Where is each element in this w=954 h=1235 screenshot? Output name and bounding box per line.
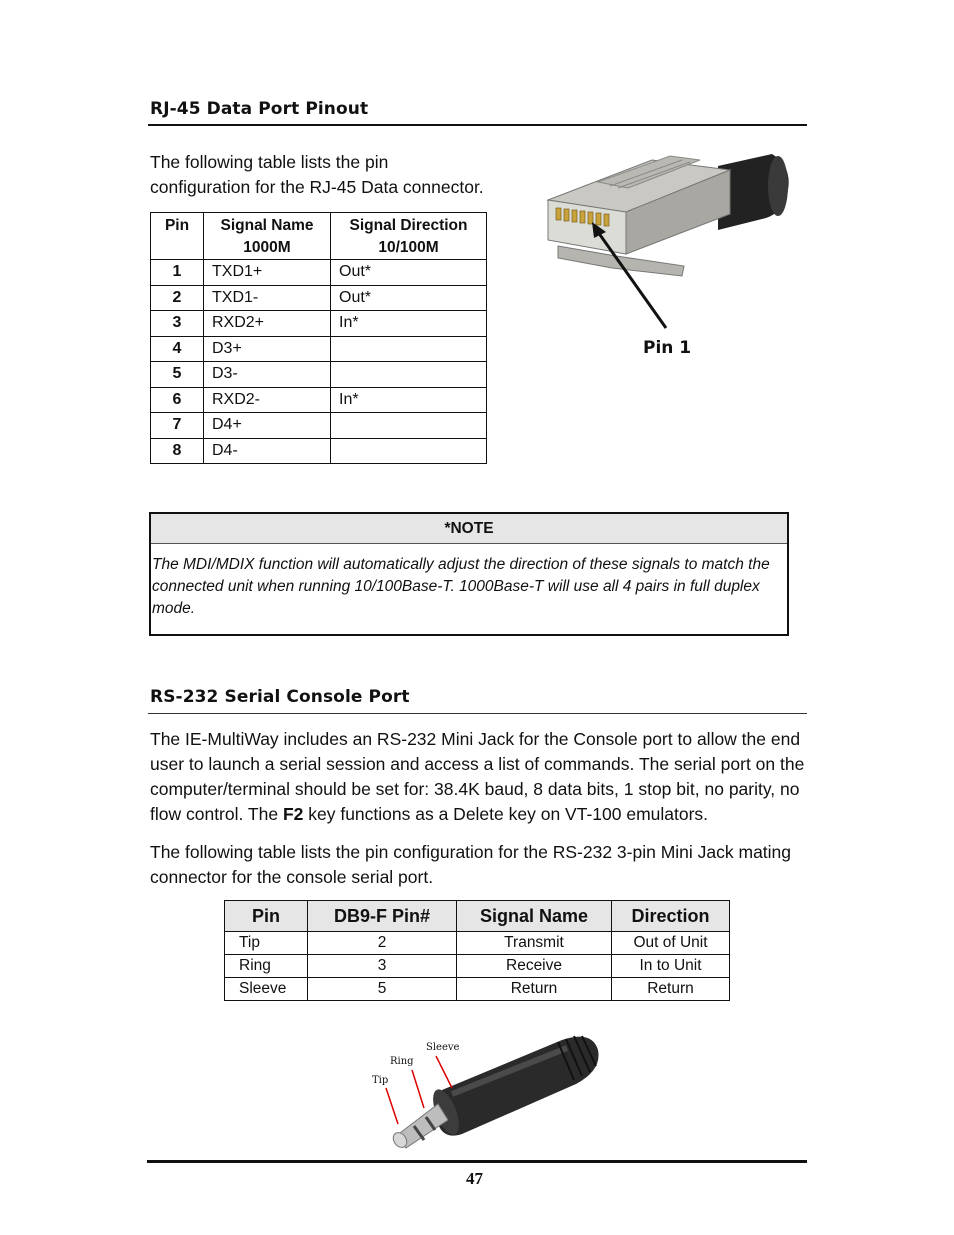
direction-cell [331, 413, 487, 439]
signal-name-cell: RXD2- [204, 387, 331, 413]
note-text: The MDI/MDIX function will automatically adjust the direction of these signals to match the connected unit when running 10/100Base-T. 1000Base-T will use all 4 pairs in full duplex mode. [152, 556, 770, 617]
signal-name-cell: D4+ [204, 413, 331, 439]
direction-cell: Return [612, 978, 730, 1001]
note-box [149, 512, 789, 636]
f2-key: F2 [282, 804, 304, 824]
direction-cell: Out of Unit [612, 932, 730, 955]
table-row [151, 387, 487, 413]
heading-rule [148, 713, 807, 714]
header-db9-pin: DB9-F Pin# [308, 901, 457, 932]
rs232-paragraph-1: The IE-MultiWay includes an RS-232 Mini Jack for the Console port to allow the end user to launch a serial session and access a list of commands. The serial port on the computer/terminal should be set for: 38.4K baud, 8 data bits, 1 stop bit, no parity, no flow control. The F2 key functions as a Delete key on VT-100 emulators. [150, 729, 805, 824]
page-number: 47 [466, 1169, 483, 1188]
direction-cell [331, 362, 487, 388]
table-header-row [151, 213, 487, 260]
header-signal-name: Signal Name 1000M [204, 213, 331, 260]
pin-1-label: Pin 1 [643, 338, 692, 358]
signal-cell: Return [457, 978, 612, 1001]
pin-cell: 5 [151, 362, 204, 388]
direction-cell [331, 438, 487, 464]
rj45-intro-line-2: configuration for the RJ-45 Data connector. [150, 177, 484, 197]
table-row [225, 932, 730, 955]
table-row [151, 311, 487, 337]
signal-name-cell: TXD1- [204, 285, 331, 311]
ring-label: Ring [390, 1056, 414, 1067]
direction-cell: In* [331, 311, 487, 337]
db9-cell: 3 [308, 955, 457, 978]
pin-cell: Ring [225, 955, 308, 978]
signal-name-cell: D3+ [204, 336, 331, 362]
header-signal-name: Signal Name [457, 901, 612, 932]
table-row [151, 285, 487, 311]
header-pin: Pin [225, 901, 308, 932]
signal-name-cell: TXD1+ [204, 260, 331, 286]
table-row [151, 260, 487, 286]
header-signal-direction: Signal Direction 10/100M [331, 213, 487, 260]
tip-label: Tip [372, 1075, 389, 1086]
footer-rule [147, 1160, 807, 1163]
table-row [151, 413, 487, 439]
section-heading-rj45: RJ-45 Data Port Pinout [150, 99, 369, 119]
table-row [225, 978, 730, 1001]
pin-cell: Sleeve [225, 978, 308, 1001]
pin-cell: 4 [151, 336, 204, 362]
direction-cell: Out* [331, 285, 487, 311]
table-header-row [225, 901, 730, 932]
pin-cell: 1 [151, 260, 204, 286]
rs232-pin-table [224, 900, 730, 1001]
signal-name-cell: RXD2+ [204, 311, 331, 337]
pin-cell: 7 [151, 413, 204, 439]
direction-cell: Out* [331, 260, 487, 286]
pin-cell: 6 [151, 387, 204, 413]
table-row [151, 336, 487, 362]
direction-cell: In* [331, 387, 487, 413]
rj45-intro-line-1: The following table lists the pin [150, 152, 389, 172]
rj45-pinout-table [150, 212, 487, 464]
table-row [225, 955, 730, 978]
rj45-intro [150, 150, 500, 200]
db9-cell: 5 [308, 978, 457, 1001]
table-row [151, 438, 487, 464]
signal-name-cell: D4- [204, 438, 331, 464]
pin-cell: 8 [151, 438, 204, 464]
mini-jack-image [362, 1020, 612, 1150]
table-row [151, 362, 487, 388]
signal-cell: Transmit [457, 932, 612, 955]
pin-cell: 2 [151, 285, 204, 311]
header-pin: Pin [151, 213, 204, 260]
note-title: *NOTE [151, 514, 787, 544]
signal-name-cell: D3- [204, 362, 331, 388]
direction-cell [331, 336, 487, 362]
pin-cell: Tip [225, 932, 308, 955]
pin-cell: 3 [151, 311, 204, 337]
db9-cell: 2 [308, 932, 457, 955]
section-heading-rs232: RS-232 Serial Console Port [150, 687, 410, 707]
header-direction: Direction [612, 901, 730, 932]
direction-cell: In to Unit [612, 955, 730, 978]
signal-cell: Receive [457, 955, 612, 978]
rj45-connector-image [540, 148, 800, 338]
heading-rule [148, 124, 807, 126]
sleeve-label: Sleeve [426, 1042, 460, 1053]
rs232-paragraph-2: The following table lists the pin configuration for the RS-232 3-pin Mini Jack mating connector for the console serial port. [150, 842, 792, 887]
